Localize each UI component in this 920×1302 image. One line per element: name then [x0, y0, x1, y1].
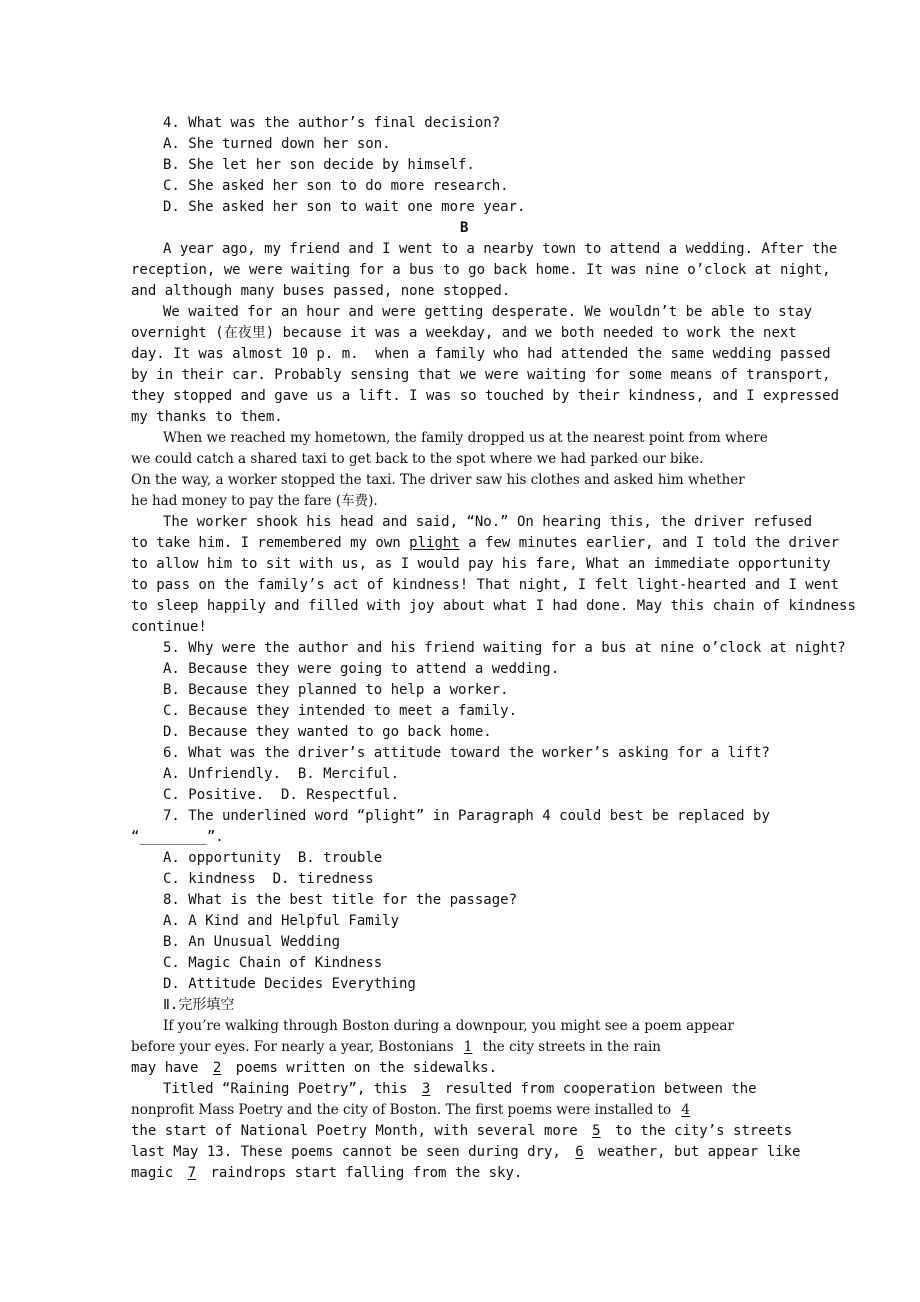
cloze-blank-3: 3 [421, 1081, 431, 1097]
passage-b-heading [0, 218, 920, 238]
question-7-stem: 7. The underlined word “plight” in Paragraph 4 could best be replaced by [163, 808, 770, 824]
cloze-blank-6: 6 [575, 1144, 584, 1160]
passage-b-p3-line-4: he had money to pay the fare (车费). [131, 493, 378, 509]
cloze-blank-7: 7 [187, 1165, 197, 1181]
cloze-text: raindrops start falling from the sky. [202, 1165, 523, 1181]
question-6-options-cd: C. Positive. D. Respectful. [163, 787, 400, 803]
question-5-option-c: C. Because they intended to meet a family. [163, 703, 518, 719]
cloze-text: before your eyes. For nearly a year, Bostonians [131, 1039, 458, 1055]
cloze-text: last May 13. These poems cannot be seen during dry, [131, 1144, 570, 1160]
cloze-blank-2: 2 [212, 1060, 222, 1076]
cloze-text: nonprofit Mass Poetry and the city of Boston. The first poems were installed to [131, 1102, 676, 1118]
question-8-option-b: B. An Unusual Wedding [163, 934, 341, 950]
passage-b-p4-line-3: to allow him to sit with us, as I would pay his fare, What an immediate opportunity [131, 556, 831, 572]
cloze-text: resulted from cooperation between the [436, 1081, 757, 1097]
passage-b-p4-line-6: continue! [131, 619, 207, 635]
cloze-p2-line-5 [131, 1163, 522, 1183]
passage-b-p2-line-1: We waited for an hour and were getting desperate. We wouldn’t be able to stay [163, 304, 813, 320]
cloze-text: weather, but appear like [589, 1144, 801, 1160]
passage-b-p4-line-4: to pass on the family’s act of kindness! That night, I felt light-hearted and I went [131, 577, 840, 593]
passage-b-p4-line-2 [131, 533, 839, 553]
passage-b-p3-line-3: On the way, a worker stopped the taxi. The driver saw his clothes and asked him whether [131, 472, 745, 488]
question-6-options-ab: A. Unfriendly. B. Merciful. [163, 766, 400, 782]
passage-b-p2-line-6: my thanks to them. [131, 409, 283, 425]
cloze-text: the start of National Poetry Month, with several more [131, 1123, 587, 1139]
passage-b-p4-line-2-post: a few minutes earlier, and I told the driver [459, 535, 840, 551]
cloze-p2-line-2 [131, 1100, 696, 1120]
cloze-p2-line-1 [163, 1079, 757, 1099]
question-4-option-d: D. She asked her son to wait one more year. [163, 199, 526, 215]
passage-b-p4-line-5: to sleep happily and filled with joy about what I had done. May this chain of kindness [131, 598, 856, 614]
cloze-p1-line-3 [131, 1058, 497, 1078]
passage-b-p2-line-4: by in their car. Probably sensing that we were waiting for some means of transport, [131, 367, 831, 383]
cloze-text: may have [131, 1060, 207, 1076]
question-5-stem: 5. Why were the author and his friend waiting for a bus at nine o’clock at night? [163, 640, 846, 656]
passage-b-p3-line-2: we could catch a shared taxi to get back to the spot where we had parked our bike. [131, 451, 704, 467]
cloze-p1-line-1: If you’re walking through Boston during a downpour, you might see a poem appear [163, 1018, 734, 1034]
passage-b-p2-line-5: they stopped and gave us a lift. I was so touched by their kindness, and I expressed [131, 388, 840, 404]
cloze-p2-line-3 [131, 1121, 792, 1141]
passage-b-p1-line-2: reception, we were waiting for a bus to go back home. It was nine o’clock at night, [131, 262, 831, 278]
cloze-heading: Ⅱ.完形填空 [163, 997, 235, 1013]
question-8-option-d: D. Attitude Decides Everything [163, 976, 416, 992]
passage-b-p3-line-1: When we reached my hometown, the family dropped us at the nearest point from where [163, 430, 768, 446]
question-5-option-a: A. Because they were going to attend a wedding. [163, 661, 560, 677]
question-8-option-c: C. Magic Chain of Kindness [163, 955, 383, 971]
question-6-stem: 6. What was the driver’s attitude toward the worker’s asking for a lift? [163, 745, 770, 761]
passage-b-p2-line-3: day. It was almost 10 p. m. when a family who had attended the same wedding passed [131, 346, 831, 362]
cloze-blank-1: 1 [463, 1039, 473, 1055]
question-4-stem: 4. What was the author’s final decision? [163, 115, 501, 131]
cloze-text: to the city’s streets [606, 1123, 793, 1139]
question-7-options-ab: A. opportunity B. trouble [163, 850, 383, 866]
question-5-option-d: D. Because they wanted to go back home. [163, 724, 492, 740]
question-4-option-b: B. She let her son decide by himself. [163, 157, 475, 173]
question-8-stem: 8. What is the best title for the passage? [163, 892, 518, 908]
passage-b-p1-line-1: A year ago, my friend and I went to a nearby town to attend a wedding. After the [163, 241, 838, 257]
cloze-text: Titled “Raining Poetry”, this [163, 1081, 416, 1097]
question-7-options-cd: C. kindness D. tiredness [163, 871, 374, 887]
underlined-word-plight: plight [409, 535, 460, 551]
passage-b-p2-line-2: overnight (在夜里) because it was a weekday, and we both needed to work the next [131, 325, 797, 341]
cloze-text: magic [131, 1165, 182, 1181]
question-5-option-b: B. Because they planned to help a worker. [163, 682, 509, 698]
passage-b-p1-line-3: and although many buses passed, none stopped. [131, 283, 511, 299]
question-4-option-a: A. She turned down her son. [163, 136, 391, 152]
question-4-option-c: C. She asked her son to do more research. [163, 178, 509, 194]
cloze-text: the city streets in the rain [478, 1039, 661, 1055]
passage-b-p4-line-2-pre: to take him. I remembered my own [131, 535, 410, 551]
cloze-blank-5: 5 [592, 1123, 601, 1139]
cloze-p1-line-2 [131, 1037, 661, 1057]
question-8-option-a: A. A Kind and Helpful Family [163, 913, 400, 929]
cloze-text: poems written on the sidewalks. [227, 1060, 498, 1076]
cloze-blank-4: 4 [681, 1102, 690, 1118]
question-7-stem-blank: “________”. [131, 829, 224, 845]
passage-b-p4-line-1: The worker shook his head and said, “No.” On hearing this, the driver refused [163, 514, 813, 530]
cloze-p2-line-4 [131, 1142, 800, 1162]
